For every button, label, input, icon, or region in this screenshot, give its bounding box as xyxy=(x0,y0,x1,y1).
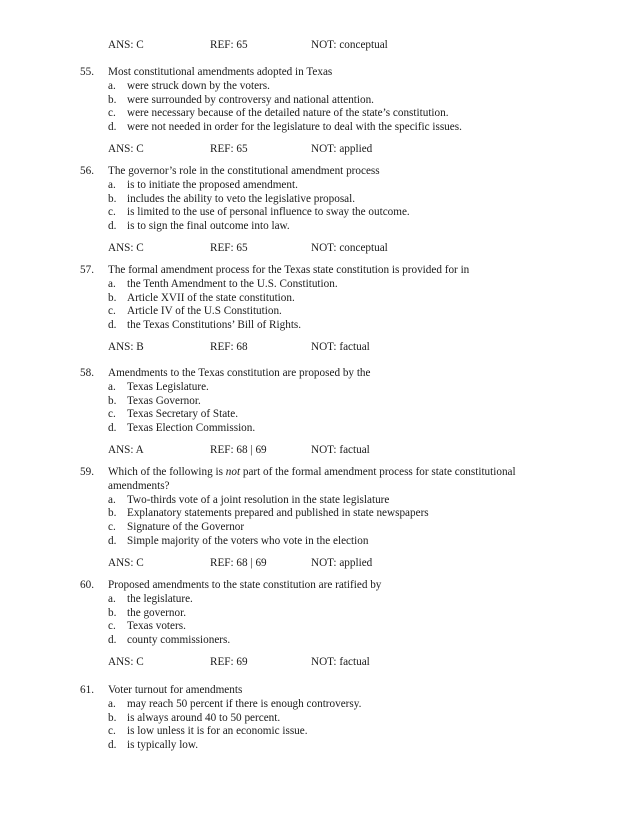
choice-c xyxy=(80,206,550,220)
choice-d xyxy=(80,535,550,549)
choice-c xyxy=(80,521,550,535)
stem-text: The governor’s role in the constitutional amendment process xyxy=(108,165,380,177)
answer-key-line xyxy=(108,655,578,669)
choice-text: Article IV of the U.S Constitution. xyxy=(127,305,282,318)
answer-label: ANS: A xyxy=(108,443,144,456)
choice-b xyxy=(80,607,550,621)
choice-text: were not needed in order for the legislature to deal with the specific issues. xyxy=(127,121,462,134)
choice-b xyxy=(80,395,550,409)
stem-text: Proposed amendments to the state constitution are ratified by xyxy=(108,579,382,591)
stem-text: Amendments to the Texas constitution are proposed by the xyxy=(108,367,371,379)
choice-letter: a. xyxy=(108,592,116,605)
stem-emphasis: not xyxy=(225,466,241,478)
question-number: 59. xyxy=(80,466,94,478)
choice-text: county commissioners. xyxy=(127,634,231,647)
choice-text: is to sign the final outcome into law. xyxy=(127,220,290,233)
answer-label: ANS: B xyxy=(108,340,144,353)
choice-text: the legislature. xyxy=(127,592,193,605)
choice-a xyxy=(80,278,550,292)
choice-text: were struck down by the voters. xyxy=(127,79,270,92)
choice-text: is typically low. xyxy=(127,739,199,752)
choice-text: the Texas Constitutions’ Bill of Rights. xyxy=(127,319,302,332)
choice-text: Article XVII of the state constitution. xyxy=(127,291,295,304)
choice-text: were necessary because of the detailed nature of the state’s constitution. xyxy=(127,107,449,120)
choice-a xyxy=(80,381,550,395)
stem-text-continued: part of the formal amendment process for state constitutional amendments? xyxy=(108,466,516,492)
choice-text: Explanatory statements prepared and published in state newspapers xyxy=(127,507,429,520)
choice-letter: b. xyxy=(108,394,117,407)
answer-key-line xyxy=(108,556,578,570)
note-label: NOT: factual xyxy=(311,655,370,668)
choice-letter: c. xyxy=(108,620,116,633)
question-number: 57. xyxy=(80,264,94,276)
choice-text: is low unless it is for an economic issue. xyxy=(127,725,308,738)
choice-d xyxy=(80,739,550,753)
choice-text: Texas voters. xyxy=(127,620,186,633)
choice-letter: a. xyxy=(108,277,116,290)
choice-b xyxy=(80,193,550,207)
choice-letter: c. xyxy=(108,107,116,120)
choice-b xyxy=(80,507,550,521)
choice-text: were surrounded by controversy and national attention. xyxy=(127,93,374,106)
choice-d xyxy=(80,319,550,333)
answer-label: ANS: C xyxy=(108,655,144,668)
note-label: NOT: applied xyxy=(311,142,373,155)
choice-text: may reach 50 percent if there is enough controversy. xyxy=(127,697,362,710)
choice-d xyxy=(80,121,550,135)
question-stem xyxy=(80,579,550,593)
choice-letter: d. xyxy=(108,220,117,233)
choice-text: Texas Governor. xyxy=(127,394,201,407)
question-stem xyxy=(80,466,550,494)
choice-text: Signature of the Governor xyxy=(127,521,245,534)
answer-label: ANS: C xyxy=(108,39,144,51)
question-60 xyxy=(80,579,550,669)
question-number: 60. xyxy=(80,579,94,591)
choice-text: includes the ability to veto the legislative proposal. xyxy=(127,192,356,205)
reference-label: REF: 69 xyxy=(210,655,248,668)
note-label: NOT: factual xyxy=(311,443,370,456)
answer-key-line xyxy=(108,340,578,354)
answer-label: ANS: C xyxy=(108,556,144,569)
reference-label: REF: 68 | 69 xyxy=(210,443,267,456)
choice-text: is to initiate the proposed amendment. xyxy=(127,178,298,191)
question-61 xyxy=(80,684,550,753)
question-number: 55. xyxy=(80,66,94,78)
choice-a xyxy=(80,593,550,607)
question-55 xyxy=(80,66,550,156)
question-number: 58. xyxy=(80,367,94,379)
answer-key-line xyxy=(108,443,578,457)
choice-text: Two-thirds vote of a joint resolution in the state legislature xyxy=(127,493,390,506)
choice-letter: c. xyxy=(108,206,116,219)
choice-letter: c. xyxy=(108,725,116,738)
answer-label: ANS: C xyxy=(108,241,144,254)
choice-text: is limited to the use of personal influence to sway the outcome. xyxy=(127,206,410,219)
question-56 xyxy=(80,165,550,255)
answer-key-line xyxy=(108,142,578,156)
choice-a xyxy=(80,698,550,712)
stem-text: Voter turnout for amendments xyxy=(108,684,243,696)
question-stem xyxy=(80,264,550,278)
choice-letter: c. xyxy=(108,408,116,421)
question-58 xyxy=(80,367,550,457)
choice-letter: b. xyxy=(108,711,117,724)
choice-letter: d. xyxy=(108,422,117,435)
choice-a xyxy=(80,494,550,508)
reference-label: REF: 68 | 69 xyxy=(210,556,267,569)
choice-letter: a. xyxy=(108,697,116,710)
question-stem xyxy=(80,367,550,381)
question-stem xyxy=(80,66,550,80)
choice-letter: b. xyxy=(108,192,117,205)
choice-letter: c. xyxy=(108,521,116,534)
choice-b xyxy=(80,94,550,108)
choice-c xyxy=(80,408,550,422)
choice-text: Texas Legislature. xyxy=(127,380,209,393)
note-label: NOT: conceptual xyxy=(311,241,388,254)
answer-label: ANS: C xyxy=(108,142,144,155)
choice-letter: d. xyxy=(108,319,117,332)
question-number: 56. xyxy=(80,165,94,177)
choice-text: Texas Secretary of State. xyxy=(127,408,239,421)
note-label: NOT: factual xyxy=(311,340,370,353)
choice-text: Simple majority of the voters who vote in the election xyxy=(127,534,369,547)
reference-label: REF: 65 xyxy=(210,241,248,254)
choice-letter: b. xyxy=(108,507,117,520)
stem-text: The formal amendment process for the Texas state constitution is provided for in xyxy=(108,264,470,276)
choice-letter: a. xyxy=(108,380,116,393)
choice-letter: b. xyxy=(108,93,117,106)
choice-letter: c. xyxy=(108,305,116,318)
choice-a xyxy=(80,80,550,94)
note-label: NOT: applied xyxy=(311,556,373,569)
reference-label: REF: 68 xyxy=(210,340,248,353)
choice-text: the governor. xyxy=(127,606,187,619)
choice-text: Texas Election Commission. xyxy=(127,422,256,435)
choice-d xyxy=(80,220,550,234)
note-label: NOT: conceptual xyxy=(311,39,388,51)
question-59 xyxy=(80,466,550,570)
stem-text: Which of the following is xyxy=(108,466,226,478)
choice-letter: d. xyxy=(108,634,117,647)
choice-text: is always around 40 to 50 percent. xyxy=(127,711,281,724)
choice-d xyxy=(80,634,550,648)
choice-b xyxy=(80,712,550,726)
choice-letter: d. xyxy=(108,739,117,752)
reference-label: REF: 65 xyxy=(210,39,248,51)
choice-text: the Tenth Amendment to the U.S. Constitution. xyxy=(127,277,338,290)
choice-letter: a. xyxy=(108,493,116,506)
choice-letter: a. xyxy=(108,79,116,92)
question-57 xyxy=(80,264,550,354)
answer-key-line xyxy=(108,241,578,255)
choice-letter: a. xyxy=(108,178,116,191)
question-number: 61. xyxy=(80,684,94,696)
question-stem xyxy=(80,684,550,698)
choice-letter: b. xyxy=(108,606,117,619)
choice-b xyxy=(80,292,550,306)
choice-c xyxy=(80,620,550,634)
choice-letter: d. xyxy=(108,121,117,134)
choice-c xyxy=(80,725,550,739)
question-stem xyxy=(80,165,550,179)
choice-c xyxy=(80,305,550,319)
choice-letter: b. xyxy=(108,291,117,304)
choice-c xyxy=(80,107,550,121)
reference-label: REF: 65 xyxy=(210,142,248,155)
choice-d xyxy=(80,422,550,436)
choice-a xyxy=(80,179,550,193)
choice-letter: d. xyxy=(108,534,117,547)
stem-text: Most constitutional amendments adopted in Texas xyxy=(108,66,333,78)
